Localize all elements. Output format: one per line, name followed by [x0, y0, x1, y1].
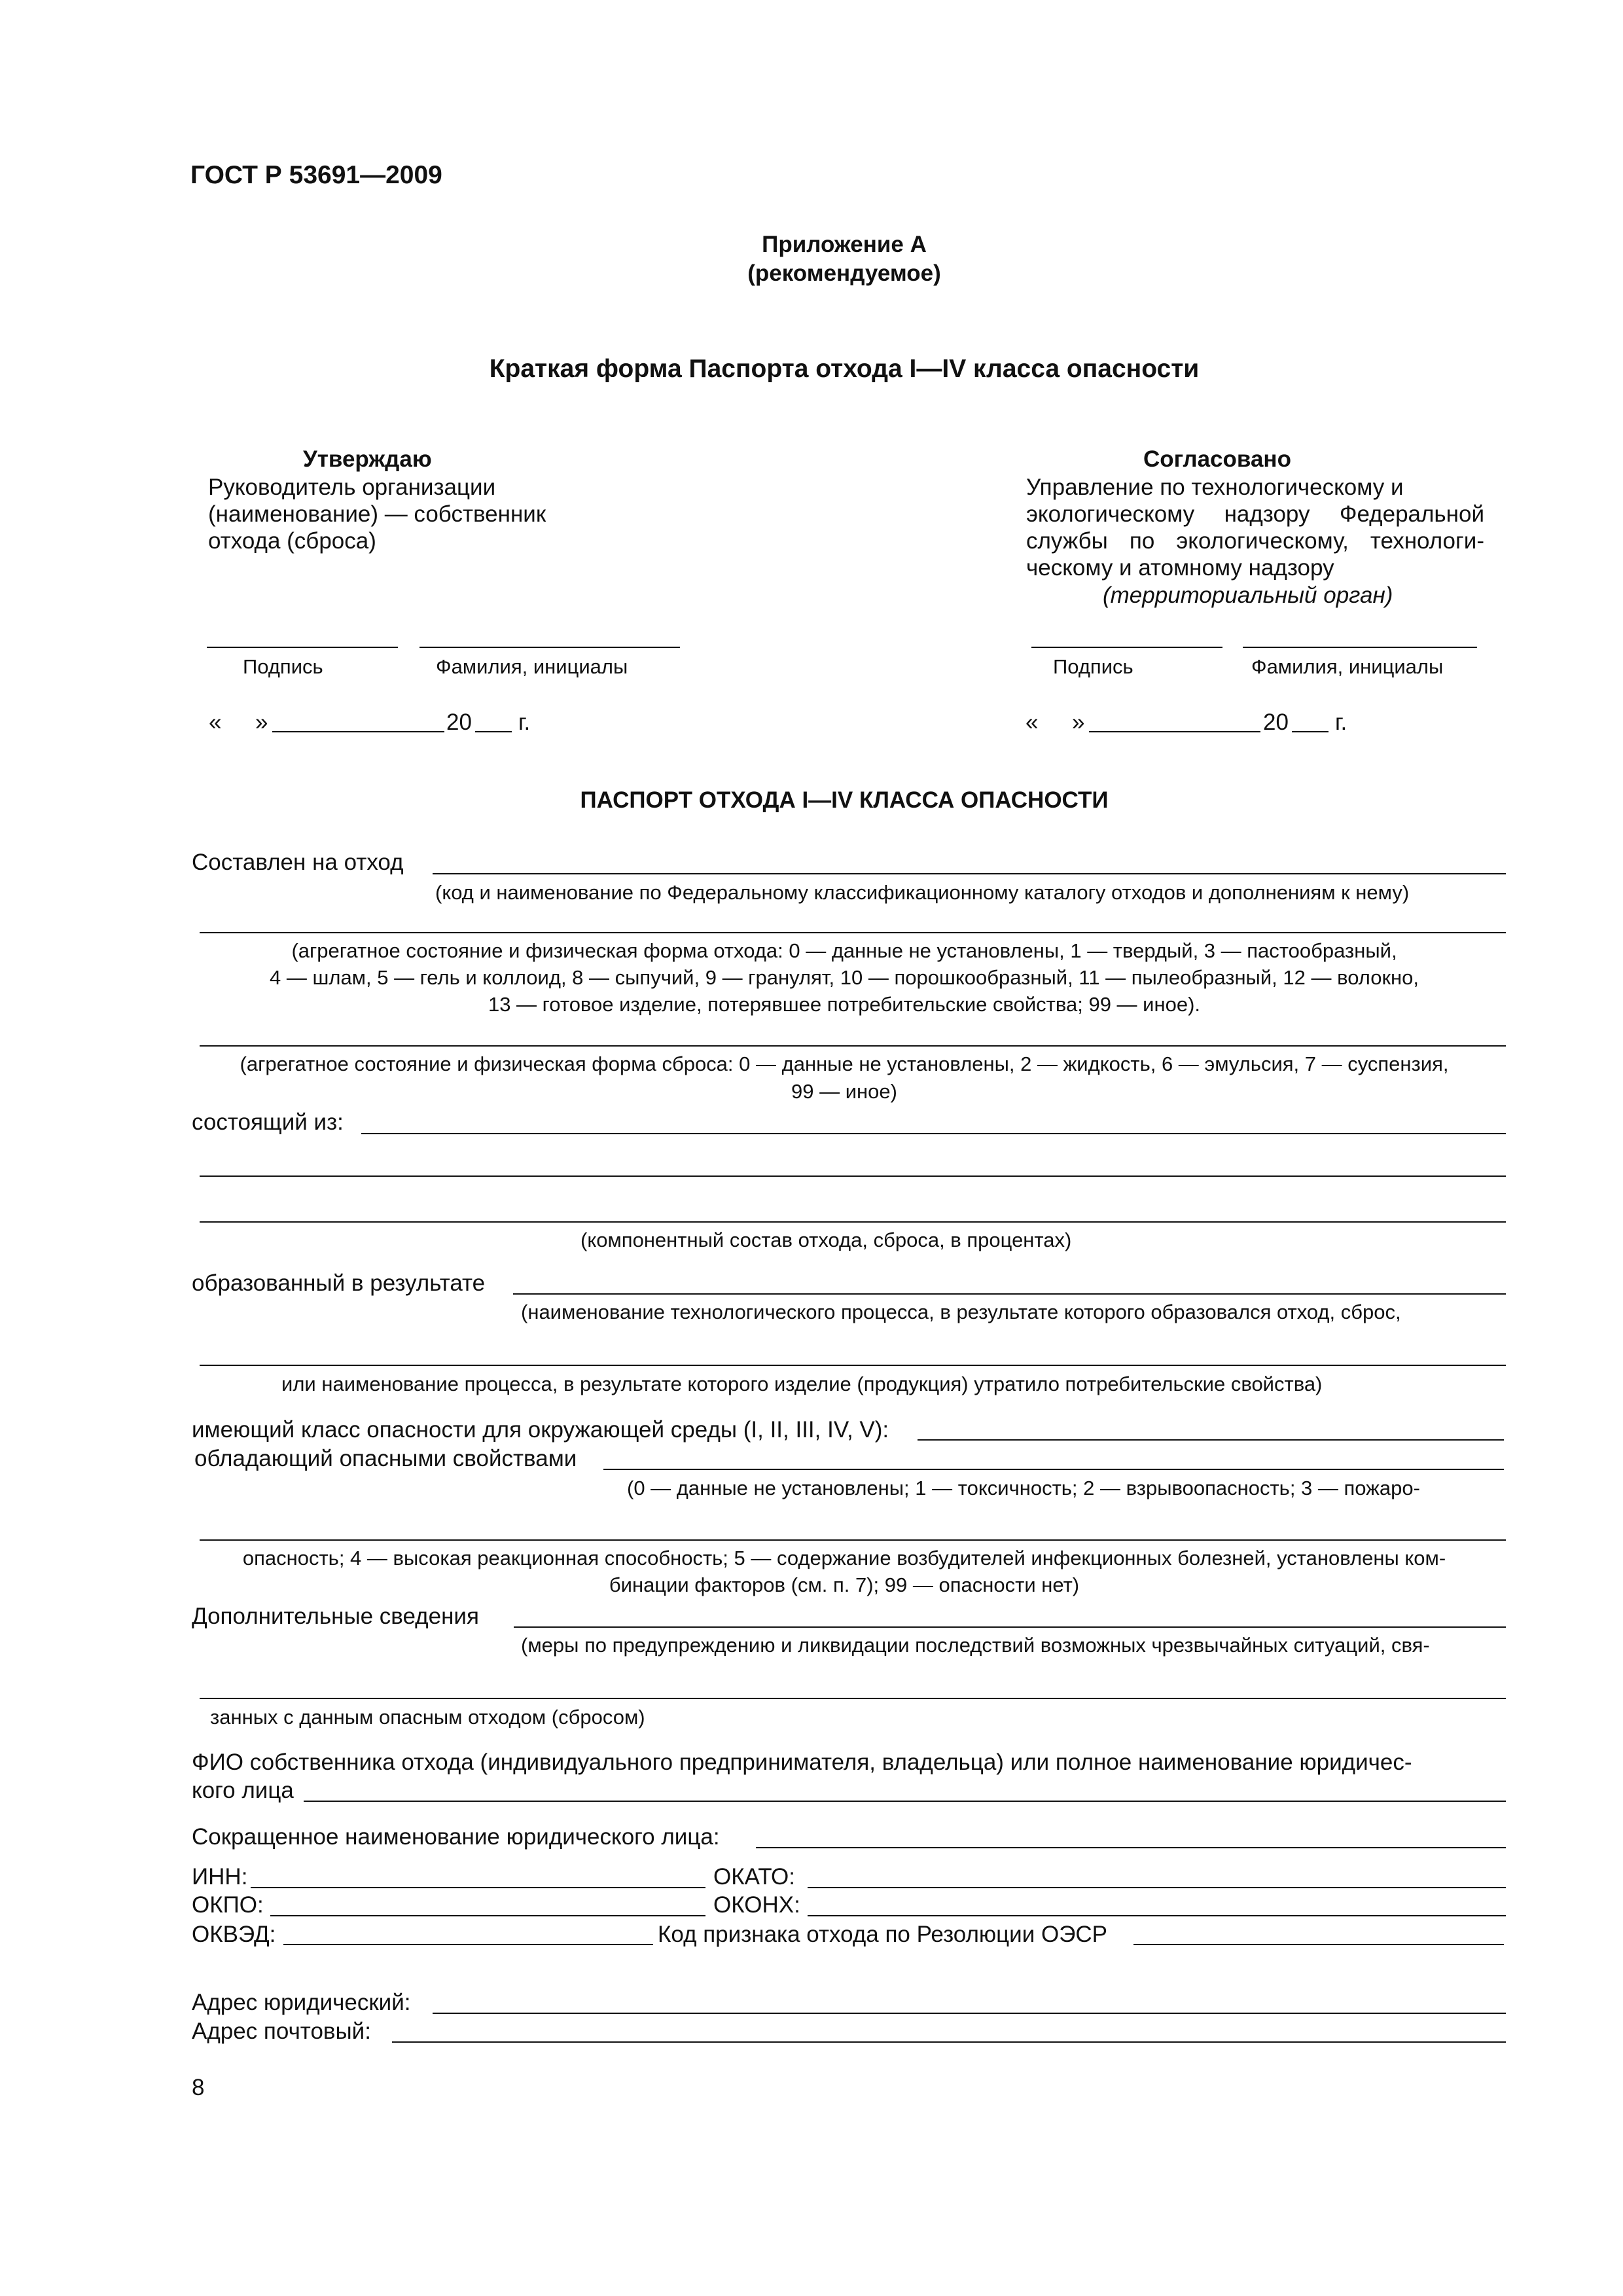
agreed-date-year-line[interactable] — [1292, 731, 1329, 732]
okpo-field[interactable] — [270, 1915, 705, 1916]
aggregate-discharge-hint: 99 — иное) — [791, 1080, 897, 1103]
okato-field[interactable] — [808, 1887, 1506, 1888]
consisting-field[interactable] — [361, 1133, 1506, 1134]
okved-label: ОКВЭД: — [192, 1922, 276, 1947]
legal-address-label: Адрес юридический: — [192, 1990, 411, 2015]
appendix-kind: (рекомендуемое) — [747, 260, 941, 286]
hazard-props-label: обладающий опасными свойствами — [194, 1446, 577, 1471]
short-name-field[interactable] — [756, 1847, 1506, 1848]
aggregate-waste-hint: (агрегатное состояние и физическая форма отхода: 0 — данные не установлены, 1 — твердый, 3 — пастообразный, — [291, 939, 1397, 962]
formed-field[interactable] — [200, 1365, 1506, 1366]
page-number: 8 — [192, 2075, 205, 2100]
aggregate-discharge-field[interactable] — [200, 1045, 1506, 1047]
okonh-label: ОКОНХ: — [713, 1892, 800, 1918]
form-title: Краткая форма Паспорта отхода I—IV класса опасности — [489, 355, 1200, 383]
additional-label: Дополнительные сведения — [192, 1604, 479, 1629]
compiled-label: Составлен на отход — [192, 850, 404, 875]
agreed-name-label: Фамилия, инициалы — [1251, 655, 1444, 678]
legal-address-field[interactable] — [433, 2013, 1506, 2014]
approve-title: Утверждаю — [303, 446, 432, 472]
agreed-date-year-suffix: г. — [1335, 709, 1347, 735]
compiled-field[interactable] — [433, 873, 1506, 874]
owner-label: кого лица — [192, 1778, 294, 1803]
agreed-date-year-prefix: 20 — [1263, 709, 1289, 735]
appendix-title: Приложение А — [762, 232, 927, 257]
formed-label: образованный в результате — [192, 1270, 486, 1296]
okato-label: ОКАТО: — [713, 1864, 795, 1890]
additional-hint: (меры по предупреждению и ликвидации последствий возможных чрезвычайных ситуаций, свя- — [521, 1634, 1430, 1657]
owner-field[interactable] — [304, 1801, 1506, 1802]
agreed-line: службы по экологическому, технологи- — [1026, 528, 1484, 554]
oecd-label: Код признака отхода по Резолюции ОЭСР — [658, 1922, 1107, 1947]
agreed-line: Управление по технологическому и — [1026, 475, 1404, 500]
okonh-field[interactable] — [808, 1915, 1506, 1916]
formed-hint: (наименование технологического процесса, в результате которого образовался отход, сброс, — [521, 1300, 1401, 1323]
consisting-label: состоящий из: — [192, 1109, 344, 1135]
owner-label: ФИО собственника отхода (индивидуального предпринимателя, владельца) или полное наименование юридичес- — [192, 1749, 1412, 1775]
agreed-date-quote-close: » — [1072, 709, 1085, 735]
approve-line: (наименование) — собственник — [208, 501, 546, 527]
approve-signature-line[interactable] — [207, 647, 398, 648]
agreed-date-quote-open: « — [1026, 709, 1039, 735]
agreed-line: ческому и атомному надзору — [1026, 555, 1334, 581]
agreed-line: экологическому надзору Федеральной — [1026, 501, 1484, 527]
approve-date-year-line[interactable] — [475, 731, 512, 732]
approve-date-year-prefix: 20 — [446, 709, 472, 735]
composition-hint: (компонентный состав отхода, сброса, в процентах) — [580, 1229, 1072, 1251]
inn-field[interactable] — [251, 1887, 705, 1888]
hazard-props-hint: бинации факторов (см. п. 7); 99 — опасности нет) — [609, 1573, 1080, 1596]
approve-line: отхода (сброса) — [208, 528, 376, 554]
approve-date-month-line[interactable] — [272, 731, 444, 732]
passport-title: ПАСПОРТ ОТХОДА I—IV КЛАССА ОПАСНОСТИ — [580, 787, 1109, 813]
hazard-class-field[interactable] — [918, 1439, 1504, 1441]
hazard-props-field[interactable] — [603, 1469, 1504, 1470]
compiled-hint: (код и наименование по Федеральному классификационному каталогу отходов и дополнениям к нему) — [435, 881, 1410, 904]
additional-field[interactable] — [514, 1626, 1506, 1628]
short-name-label: Сокращенное наименование юридического лица: — [192, 1824, 720, 1850]
approve-signature-label: Подпись — [243, 655, 323, 678]
oecd-field[interactable] — [1133, 1944, 1504, 1945]
agreed-org-note: (территориальный орган) — [1103, 583, 1393, 608]
agreed-name-line[interactable] — [1243, 647, 1477, 648]
postal-address-label: Адрес почтовый: — [192, 2018, 371, 2044]
consisting-field[interactable] — [200, 1221, 1506, 1223]
hazard-props-hint: (0 — данные не установлены; 1 — токсичность; 2 — взрывоопасность; 3 — пожаро- — [627, 1477, 1420, 1499]
approve-date-quote-close: » — [255, 709, 268, 735]
hazard-class-label: имеющий класс опасности для окружающей среды (I, II, III, IV, V): — [192, 1417, 889, 1443]
aggregate-waste-hint: 13 — готовое изделие, потерявшее потребительские свойства; 99 — иное). — [488, 993, 1201, 1016]
okved-field[interactable] — [283, 1944, 653, 1945]
approve-date-quote-open: « — [209, 709, 222, 735]
hazard-props-field[interactable] — [200, 1539, 1506, 1541]
approve-line: Руководитель организации — [208, 475, 496, 500]
formed-field[interactable] — [513, 1293, 1506, 1295]
approve-name-line[interactable] — [419, 647, 680, 648]
aggregate-waste-field[interactable] — [200, 932, 1506, 933]
formed-hint: или наименование процесса, в результате которого изделие (продукция) утратило потребительские свойства) — [281, 1372, 1323, 1395]
aggregate-discharge-hint: (агрегатное состояние и физическая форма сброса: 0 — данные не установлены, 2 — жидкость, 6 — эмульсия, 7 — суспензия, — [240, 1052, 1449, 1075]
postal-address-field[interactable] — [392, 2041, 1506, 2043]
agreed-title: Согласовано — [1143, 446, 1291, 472]
aggregate-waste-hint: 4 — шлам, 5 — гель и коллоид, 8 — сыпучий, 9 — гранулят, 10 — порошкообразный, 11 — пылеобразный, 12 — волокно, — [270, 966, 1419, 989]
additional-field[interactable] — [200, 1698, 1506, 1699]
standard-number: ГОСТ Р 53691—2009 — [190, 161, 442, 189]
agreed-signature-line[interactable] — [1031, 647, 1222, 648]
agreed-date-month-line[interactable] — [1089, 731, 1260, 732]
inn-label: ИНН: — [192, 1864, 248, 1890]
consisting-field[interactable] — [200, 1175, 1506, 1177]
okpo-label: ОКПО: — [192, 1892, 264, 1918]
approve-name-label: Фамилия, инициалы — [436, 655, 628, 678]
approve-date-year-suffix: г. — [518, 709, 531, 735]
hazard-props-hint: опасность; 4 — высокая реакционная способность; 5 — содержание возбудителей инфекционных болезней, установлены ком- — [242, 1547, 1446, 1570]
agreed-signature-label: Подпись — [1053, 655, 1133, 678]
additional-hint: занных с данным опасным отходом (сбросом) — [210, 1706, 645, 1729]
